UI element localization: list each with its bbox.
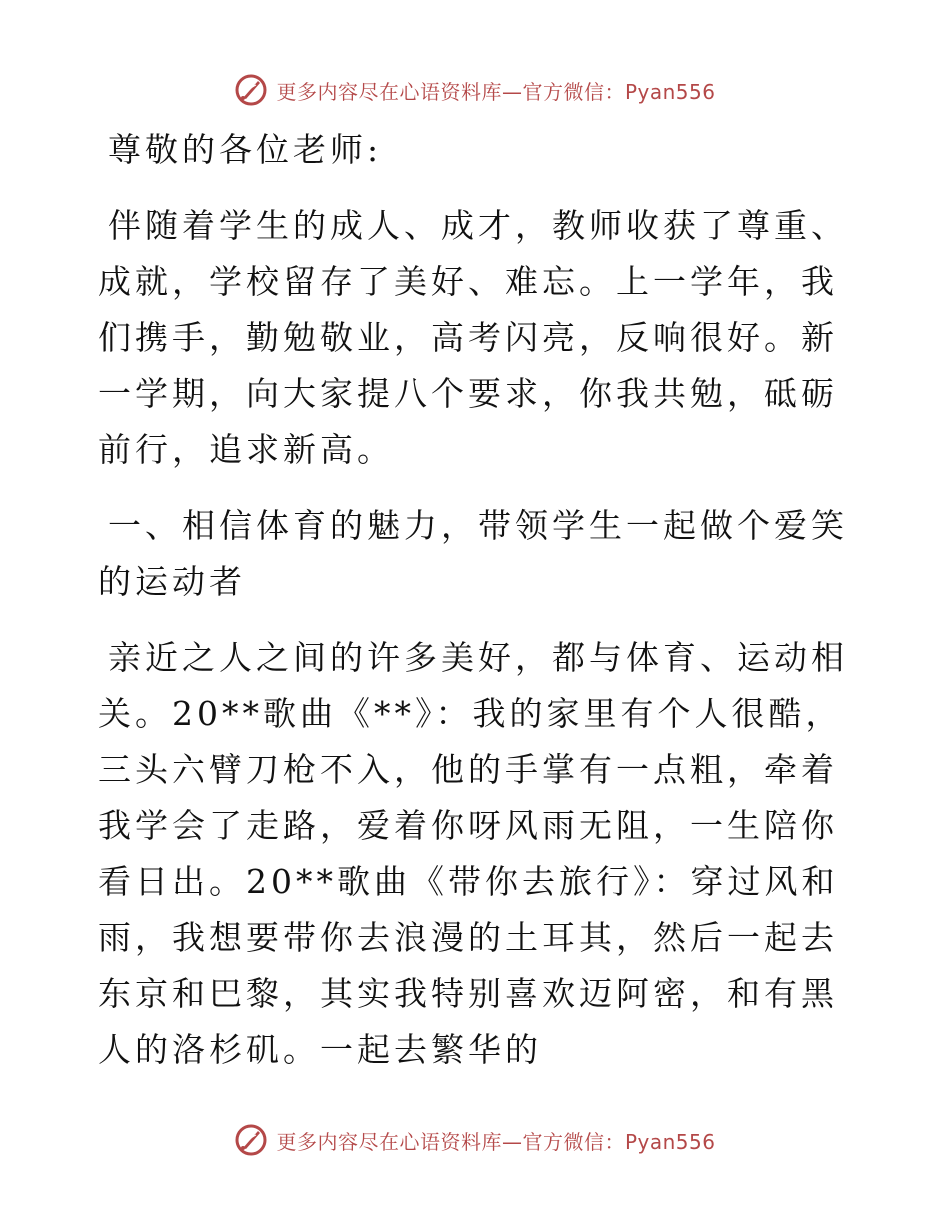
footer-banner	[0, 1120, 950, 1160]
feather-pen-logo-icon	[234, 1123, 268, 1157]
intro-paragraph: 伴随着学生的成人、成才，教师收获了尊重、成就，学校留存了美好、难忘。上一学年，我们携手，勤勉敬业，高考闪亮，反响很好。新一学期，向大家提八个要求，你我共勉，砥砺前行，追求新高。	[98, 206, 848, 469]
salutation: 尊敬的各位老师:	[108, 130, 383, 169]
section-heading-1: 一、相信体育的魅力，带领学生一起做个爱笑的运动者	[98, 506, 848, 601]
document-body	[98, 122, 850, 1098]
body-paragraph: 亲近之人之间的许多美好，都与体育、运动相关。20**歌曲《**》：我的家里有个人很酷，三头六臂刀枪不入，他的手掌有一点粗，牵着我学会了走路，爱着你呀风雨无阻，一生陪你看日出。20**歌曲《带你去旅行》：穿过风和雨，我想要带你去浪漫的土耳其，然后一起去东京和巴黎，其实我特别喜欢迈阿密，和有黑人的洛杉矶。一起去繁华的	[98, 638, 848, 1069]
header-banner-text: 更多内容尽在心语资料库—官方微信：Pyan556	[276, 79, 716, 104]
header-banner	[0, 70, 950, 110]
footer-banner-text: 更多内容尽在心语资料库—官方微信：Pyan556	[276, 1129, 716, 1154]
feather-pen-logo-icon	[234, 73, 268, 107]
